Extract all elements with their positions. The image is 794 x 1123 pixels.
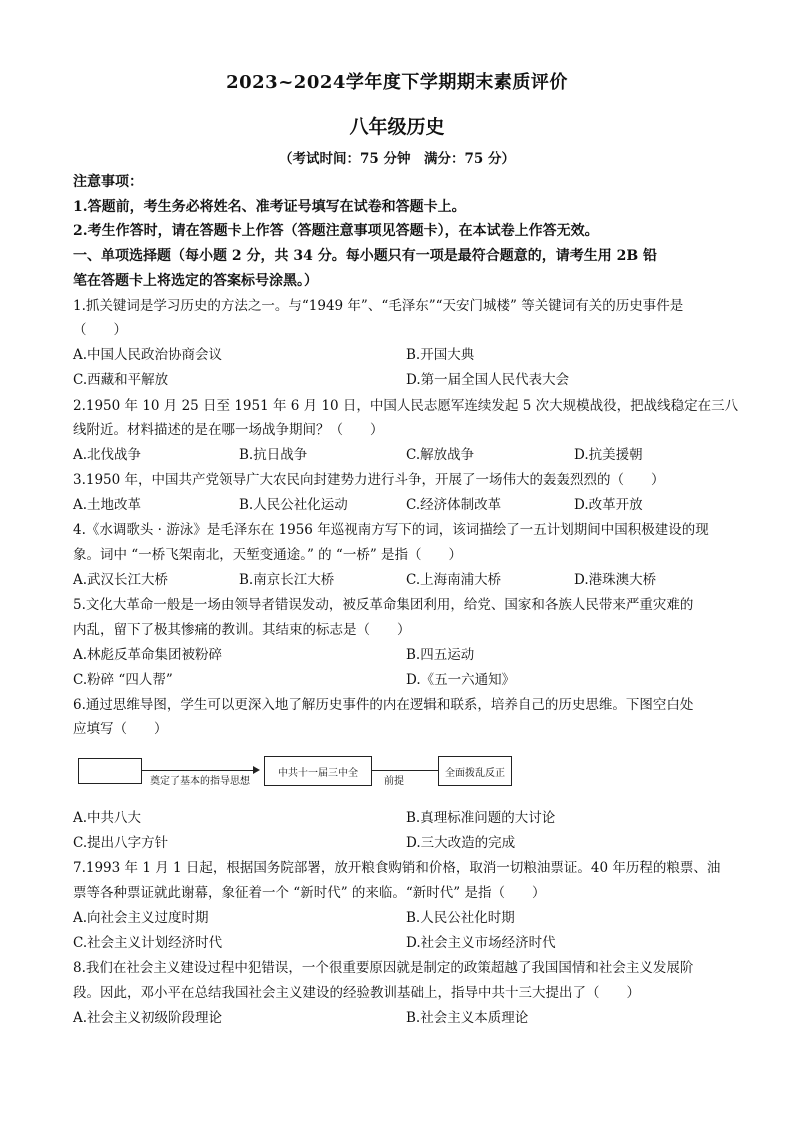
q3-option-c: C.经济体制改革 <box>406 497 502 513</box>
q2-option-a: A.北伐战争 <box>73 447 142 463</box>
question-8-stem: 8.我们在社会主义建设过程中犯错误，一个很重要原因就是制定的政策超越了我国国情和社会主义发展阶 <box>73 960 694 976</box>
q5-option-c: C.粉碎 “四人帮” <box>73 672 173 688</box>
q5-option-b: B.四五运动 <box>406 647 475 663</box>
arrow-1-line <box>141 770 253 771</box>
question-1-stem: 1.抓关键词是学习历史的方法之一。与“1949 年”、“毛泽东”“天安门城楼” 等关键词有关的历史事件是 <box>73 298 684 314</box>
q4-option-b: B.南京长江大桥 <box>239 572 335 588</box>
q4-option-a: A.武汉长江大桥 <box>73 572 169 588</box>
question-4-stem: 4.《水调歌头 · 游泳》是毛泽东在 1956 年巡视南方写下的词，该词描绘了一五计划期间中国积极建设的现 <box>73 522 709 538</box>
question-7-stem: 7.1993 年 1 月 1 日起，根据国务院部署，放开粮食购销和价格，取消一切粮油票证。40 年历程的粮票、油 <box>73 860 721 876</box>
question-1-stem-cont: （ ） <box>73 322 127 338</box>
q2-option-d: D.抗美援朝 <box>574 447 643 463</box>
question-6-stem: 6.通过思维导图，学生可以更深入地了解历史事件的内在逻辑和联系，培养自己的历史思维。下图空白处 <box>73 697 694 713</box>
q1-option-d: D.第一届全国人民代表大会 <box>406 372 570 388</box>
question-2-stem: 2.1950 年 10 月 25 日至 1951 年 6 月 10 日，中国人民志愿军连续发起 5 次大规模战役，把战线稳定在三八 <box>73 398 739 414</box>
mind-map-diagram <box>78 752 518 792</box>
q7-option-c: C.社会主义计划经济时代 <box>73 935 223 951</box>
note-item-2: 2.考生作答时，请在答题卡上作答（答题注意事项见答题卡），在本试卷上作答无效。 <box>73 223 599 239</box>
q7-option-b: B.人民公社化时期 <box>406 910 515 926</box>
q2-option-b: B.抗日战争 <box>239 447 308 463</box>
blank-answer-box <box>78 758 142 784</box>
subject-title: 八年级历史 <box>349 116 445 138</box>
q8-option-b: B.社会主义本质理论 <box>406 1010 529 1026</box>
q4-option-d: D.港珠澳大桥 <box>574 572 657 588</box>
q5-option-d: D.《五一六通知》 <box>406 672 516 688</box>
question-4-stem-cont: 象。词中 “一桥飞架南北，天堑变通途。” 的 “一桥” 是指（ ） <box>73 547 463 563</box>
question-8-stem-cont: 段。因此，邓小平在总结我国社会主义建设的经验教训基础上，指导中共十三大提出了（ ） <box>73 985 640 1001</box>
q4-option-c: C.上海南浦大桥 <box>406 572 502 588</box>
q5-option-a: A.林彪反革命集团被粉碎 <box>73 647 223 663</box>
q6-option-b: B.真理标准问题的大讨论 <box>406 810 556 826</box>
question-6-stem-cont: 应填写（ ） <box>73 721 168 737</box>
rectification-box: 全面拨乱反正 <box>438 756 512 786</box>
arrow-2-line <box>371 770 447 771</box>
note-item-1: 1.答题前，考生务必将姓名、准考证号填写在试卷和答题卡上。 <box>73 199 466 215</box>
q3-option-a: A.土地改革 <box>73 497 142 513</box>
q8-option-a: A.社会主义初级阶段理论 <box>73 1010 223 1026</box>
section-1-heading: 一、单项选择题（每小题 2 分，共 34 分。每小题只有一项是最符合题意的，请考生用 2B 铅 <box>73 248 658 264</box>
section-1-heading-cont: 笔在答题卡上将选定的答案标号涂黑。） <box>73 273 318 289</box>
q3-option-d: D.改革开放 <box>574 497 643 513</box>
arrow-1-label: 奠定了基本的指导思想 <box>150 776 250 787</box>
q7-option-d: D.社会主义市场经济时代 <box>406 935 556 951</box>
arrow-2-label: 前提 <box>384 776 404 787</box>
question-5-stem: 5.文化大革命一般是一场由领导者错误发动，被反革命集团利用，给党、国家和各族人民带来严重灾难的 <box>73 597 694 613</box>
q6-option-c: C.提出八字方针 <box>73 835 169 851</box>
third-plenum-box: 中共十一届三中全 <box>264 756 372 786</box>
exam-info: （考试时间：75 分钟 满分：75 分） <box>279 151 515 167</box>
q7-option-a: A.向社会主义过度时期 <box>73 910 209 926</box>
q6-option-a: A.中共八大 <box>73 810 142 826</box>
q1-option-c: C.西藏和平解放 <box>73 372 169 388</box>
q3-option-b: B.人民公社化运动 <box>239 497 348 513</box>
question-7-stem-cont: 票等各种票证就此谢幕，象征着一个 “新时代” 的来临。“新时代” 是指（ ） <box>73 885 546 901</box>
q2-option-c: C.解放战争 <box>406 447 475 463</box>
q1-option-b: B.开国大典 <box>406 347 475 363</box>
question-5-stem-cont: 内乱，留下了极其惨痛的教训。其结束的标志是（ ） <box>73 622 411 638</box>
q1-option-a: A.中国人民政治协商会议 <box>73 347 223 363</box>
q6-option-d: D.三大改造的完成 <box>406 835 516 851</box>
notes-heading: 注意事项： <box>73 174 143 190</box>
arrow-1-head <box>253 766 260 774</box>
question-3-stem: 3.1950 年，中国共产党领导广大农民向封建势力进行斗争，开展了一场伟大的轰轰烈烈的（ ） <box>73 472 665 488</box>
exam-title: 2023~2024学年度下学期期末素质评价 <box>226 72 568 93</box>
question-2-stem-cont: 线附近。材料描述的是在哪一场战争期间？（ ） <box>73 422 384 438</box>
